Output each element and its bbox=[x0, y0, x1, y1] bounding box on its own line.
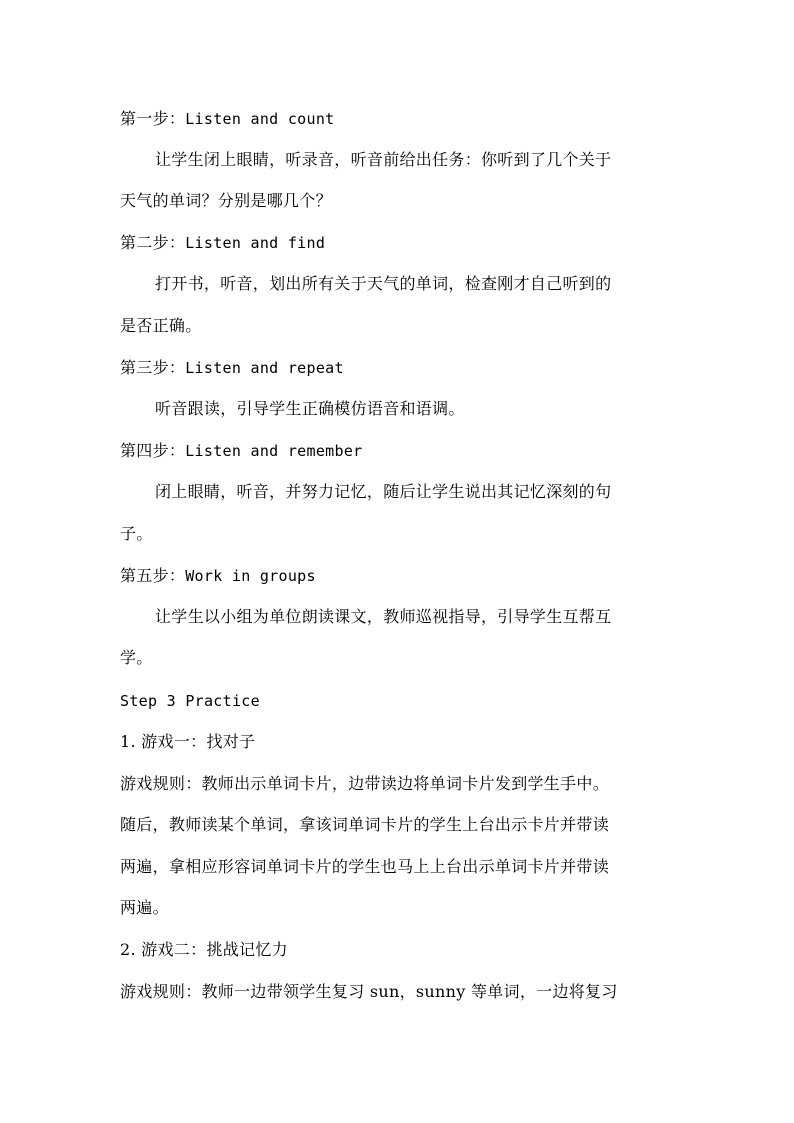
step3-title: Listen and repeat bbox=[185, 359, 344, 377]
step2-body-line2: 是否正确。 bbox=[120, 316, 202, 335]
step1-title: Listen and count bbox=[185, 110, 335, 128]
step4-body-line2: 子。 bbox=[120, 524, 153, 543]
game1-rule-line3: 两遍，拿相应形容词单词卡片的学生也马上上台出示单词卡片并带读 bbox=[120, 857, 610, 876]
step1-heading bbox=[120, 109, 680, 129]
step2-heading bbox=[120, 233, 680, 253]
practice-heading: Step 3 Practice bbox=[120, 692, 260, 710]
step4-prefix: 第四步： bbox=[120, 441, 186, 460]
step1-prefix: 第一步： bbox=[120, 109, 186, 128]
game1-heading: 1. 游戏一：找对子 bbox=[120, 732, 256, 751]
game1-rule-line4: 两遍。 bbox=[120, 898, 169, 917]
step5-title: Work in groups bbox=[185, 567, 316, 585]
step2-prefix: 第二步： bbox=[120, 233, 186, 252]
step3-prefix: 第三步： bbox=[120, 358, 186, 377]
step4-body-line1: 闭上眼睛，听音，并努力记忆，随后让学生说出其记忆深刻的句 bbox=[155, 482, 612, 501]
step1-body-line2: 天气的单词？分别是哪几个？ bbox=[120, 191, 332, 210]
game2-rule-line1: 游戏规则：教师一边带领学生复习 sun，sunny 等单词，一边将复习 bbox=[120, 982, 618, 1001]
game1-rule-line1: 游戏规则：教师出示单词卡片，边带读边将单词卡片发到学生手中。 bbox=[120, 774, 610, 793]
step2-body-line1: 打开书，听音，划出所有关于天气的单词，检查刚才自己听到的 bbox=[155, 274, 612, 293]
step3-body-line1: 听音跟读，引导学生正确模仿语音和语调。 bbox=[155, 399, 465, 418]
step4-title: Listen and remember bbox=[185, 442, 363, 460]
step5-heading bbox=[120, 566, 680, 586]
step1-body-line1: 让学生闭上眼睛，听录音，听音前给出任务：你听到了几个关于 bbox=[155, 150, 612, 169]
game2-heading: 2. 游戏二：挑战记忆力 bbox=[120, 940, 288, 959]
game1-rule-line2: 随后，教师读某个单词，拿该词单词卡片的学生上台出示卡片并带读 bbox=[120, 815, 610, 834]
step4-heading bbox=[120, 441, 680, 461]
step2-title: Listen and find bbox=[185, 234, 326, 252]
step5-body-line2: 学。 bbox=[120, 648, 153, 667]
step5-prefix: 第五步： bbox=[120, 566, 186, 585]
step5-body-line1: 让学生以小组为单位朗读课文，教师巡视指导，引导学生互帮互 bbox=[155, 607, 612, 626]
step3-heading bbox=[120, 358, 680, 378]
